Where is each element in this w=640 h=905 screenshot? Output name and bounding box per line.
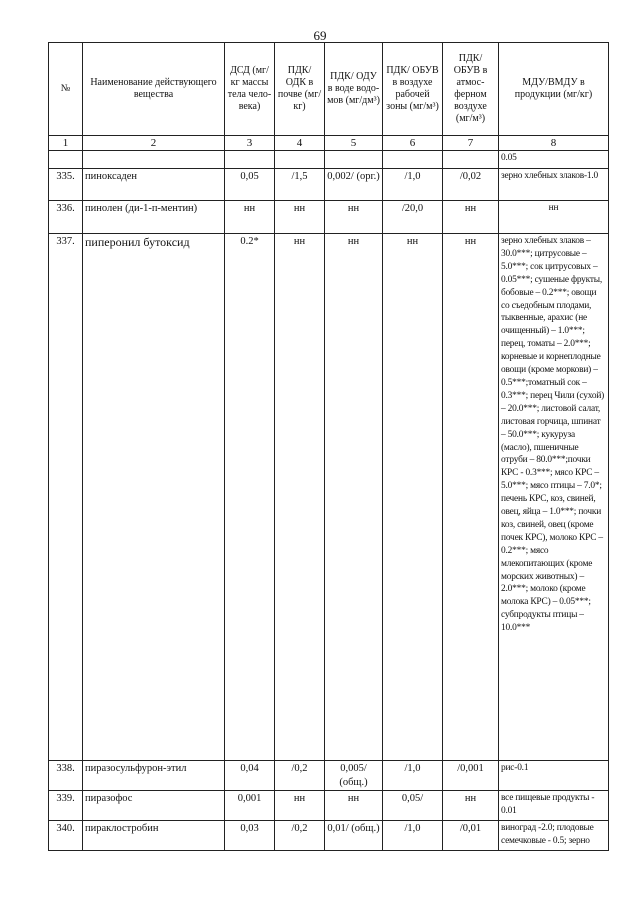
mdu-value: виноград -2.0; плодовые семечковые - 0.5; зерно bbox=[499, 821, 609, 851]
atm-air-value: нн bbox=[443, 234, 499, 761]
header-pdk-soil: ПДК/ ОДК в почве (мг/кг) bbox=[275, 43, 325, 136]
substance-name: пиперонил бутоксид bbox=[83, 234, 225, 761]
header-name: Наименование действующего вещества bbox=[83, 43, 225, 136]
table-row bbox=[49, 201, 609, 234]
row-number bbox=[49, 151, 83, 169]
header-pdk-atm: ПДК/ ОБУВ в атмос-ферном воздухе (мг/м³) bbox=[443, 43, 499, 136]
substance-name: пиразофос bbox=[83, 791, 225, 821]
row-number: 338. bbox=[49, 761, 83, 791]
work-air-value: /1,0 bbox=[383, 169, 443, 201]
atm-air-value bbox=[443, 151, 499, 169]
soil-value: нн bbox=[275, 234, 325, 761]
substance-name: пиноксаден bbox=[83, 169, 225, 201]
water-value: 0,002/ (орг.) bbox=[325, 169, 383, 201]
table-row bbox=[49, 821, 609, 851]
row-number: 339. bbox=[49, 791, 83, 821]
soil-value: /0,2 bbox=[275, 761, 325, 791]
mdu-value: зерно хлебных злаков – 30.0***; цитрусовые – 5.0***; сок цитрусовых – 0.05***; сушеные фрукты, бобовые – 0.2***; овощи со съедобным плодами, тыквенные, арахис (не очищенный) – 1.0***; перец, томаты – 2.0***; корневые и корнеплодные овощи (кроме моркови) – 0.5***;томатный сок – 0.3***; перец Чили (сухой) – 20.0***; листовой салат, листовая горчица, шпинат – 50.0***; кукуруза (масло), пшеничные отруби – 80.0***;почки КРС - 0.3***; мясо КРС – 5.0***; мясо птицы – 7.0*; печень КРС, коз, свиней, овец, яйца – 1.0***; почки коз, свиней, овец (кроме почек КРС), молоко КРС – 0.2***; мясо млекопитающих (кроме морских животных) – 2.0***; молоко (кроме молока КРС) – 0.05***; субпродукты птицы – 10.0*** bbox=[499, 234, 609, 761]
column-number: 7 bbox=[443, 136, 499, 151]
header-pdk-water: ПДК/ ОДУ в воде водо-мов (мг/дм³) bbox=[325, 43, 383, 136]
soil-value: нн bbox=[275, 201, 325, 234]
atm-air-value: нн bbox=[443, 791, 499, 821]
substance-name: пинолен (ди-1-п-ментин) bbox=[83, 201, 225, 234]
header-mdu: МДУ/ВМДУ в продукции (мг/кг) bbox=[499, 43, 609, 136]
column-number-row bbox=[49, 136, 609, 151]
soil-value: /0,2 bbox=[275, 821, 325, 851]
atm-air-value: /0,001 bbox=[443, 761, 499, 791]
table-row bbox=[49, 761, 609, 791]
mdu-value: все пищевые продукты - 0.01 bbox=[499, 791, 609, 821]
table-row bbox=[49, 151, 609, 169]
soil-value: /1,5 bbox=[275, 169, 325, 201]
column-number: 5 bbox=[325, 136, 383, 151]
header-pdk-work: ПДК/ ОБУВ в воздухе рабочей зоны (мг/м³) bbox=[383, 43, 443, 136]
water-value: нн bbox=[325, 234, 383, 761]
pesticide-table bbox=[48, 42, 609, 851]
water-value: 0,01/ (общ.) bbox=[325, 821, 383, 851]
row-number: 337. bbox=[49, 234, 83, 761]
work-air-value: /1,0 bbox=[383, 821, 443, 851]
soil-value: нн bbox=[275, 791, 325, 821]
work-air-value: /20,0 bbox=[383, 201, 443, 234]
substance-name bbox=[83, 151, 225, 169]
page-number: 69 bbox=[313, 28, 327, 43]
substance-name: пиразосульфурон-этил bbox=[83, 761, 225, 791]
work-air-value: 0,05/ bbox=[383, 791, 443, 821]
mdu-value: зерно хлебных злаков-1.0 bbox=[499, 169, 609, 201]
water-value bbox=[325, 151, 383, 169]
column-number: 3 bbox=[225, 136, 275, 151]
dsd-value: 0,03 bbox=[225, 821, 275, 851]
table-row bbox=[49, 234, 609, 761]
water-value: 0,005/ (общ.) bbox=[325, 761, 383, 791]
atm-air-value: /0,02 bbox=[443, 169, 499, 201]
work-air-value: /1,0 bbox=[383, 761, 443, 791]
row-number: 340. bbox=[49, 821, 83, 851]
header-row bbox=[49, 43, 609, 136]
header-dsd: ДСД (мг/кг массы тела чело-века) bbox=[225, 43, 275, 136]
mdu-value: нн bbox=[499, 201, 609, 234]
water-value: нн bbox=[325, 201, 383, 234]
row-number: 335. bbox=[49, 169, 83, 201]
mdu-value: 0.05 bbox=[499, 151, 609, 169]
table-row bbox=[49, 169, 609, 201]
row-number: 336. bbox=[49, 201, 83, 234]
dsd-value: 0,001 bbox=[225, 791, 275, 821]
column-number: 8 bbox=[499, 136, 609, 151]
substance-name: пираклостробин bbox=[83, 821, 225, 851]
dsd-value: 0,05 bbox=[225, 169, 275, 201]
work-air-value bbox=[383, 151, 443, 169]
soil-value bbox=[275, 151, 325, 169]
dsd-value: 0.2* bbox=[225, 234, 275, 761]
dsd-value: 0,04 bbox=[225, 761, 275, 791]
column-number: 1 bbox=[49, 136, 83, 151]
work-air-value: нн bbox=[383, 234, 443, 761]
atm-air-value: нн bbox=[443, 201, 499, 234]
header-no: № bbox=[49, 43, 83, 136]
dsd-value bbox=[225, 151, 275, 169]
column-number: 4 bbox=[275, 136, 325, 151]
dsd-value: нн bbox=[225, 201, 275, 234]
mdu-value: рис-0.1 bbox=[499, 761, 609, 791]
atm-air-value: /0,01 bbox=[443, 821, 499, 851]
column-number: 2 bbox=[83, 136, 225, 151]
table-row bbox=[49, 791, 609, 821]
column-number: 6 bbox=[383, 136, 443, 151]
water-value: нн bbox=[325, 791, 383, 821]
